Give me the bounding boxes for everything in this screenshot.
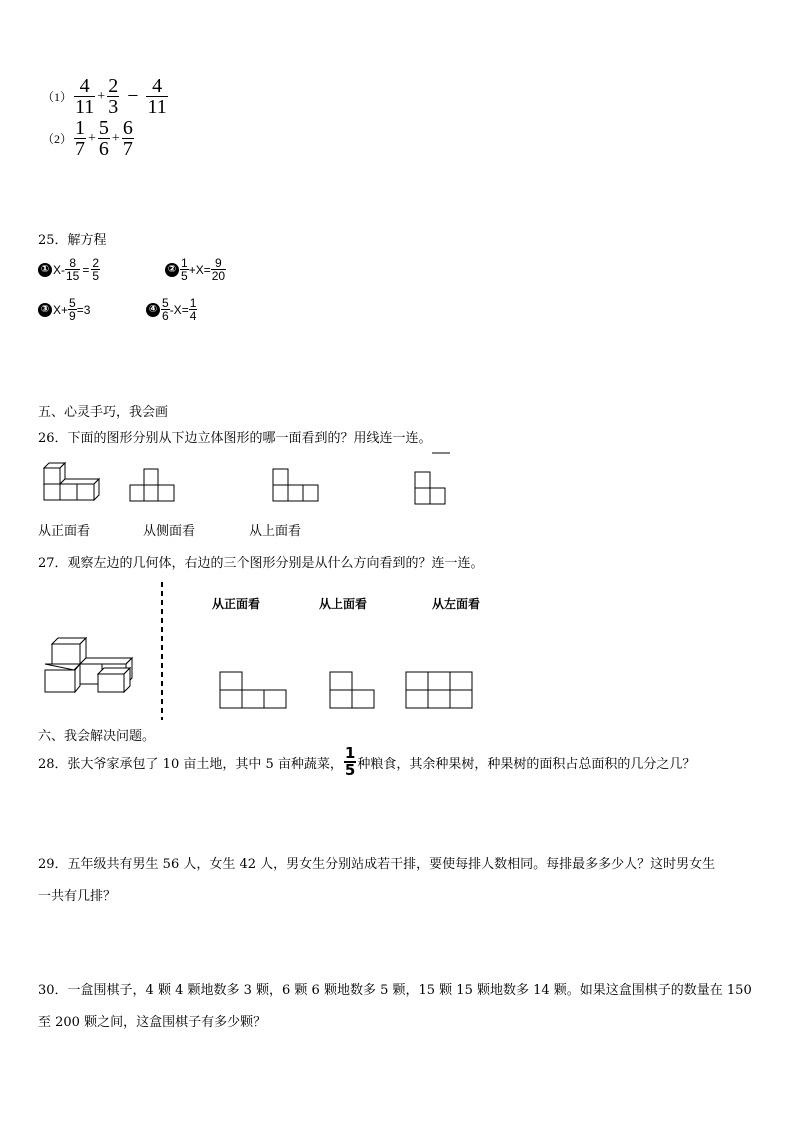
view-shape-a	[130, 468, 178, 502]
label-side: 从侧面看	[143, 524, 196, 539]
fraction: $\frac{5}{9}$	[69, 296, 76, 323]
view-label-top: 从上面看	[319, 597, 368, 611]
fraction: $\frac{2}{3}$	[108, 75, 119, 118]
view-label-front: 从正面看	[212, 597, 261, 611]
equation-1: ① X- $\frac{8}{15}$ = $\frac{2}{5}$	[38, 257, 100, 282]
fraction: $\frac{5}{6}$	[98, 117, 109, 160]
fraction: $\frac{9}{20}$	[211, 256, 226, 283]
number-badge: ②	[165, 263, 179, 277]
fraction: $\frac{5}{6}$	[162, 296, 169, 323]
fraction: $\frac{6}{7}$	[122, 117, 133, 160]
fraction: $\frac{1}{4}$	[189, 296, 197, 323]
equation-2: ② $\frac{1}{5}$ +X= $\frac{9}{20}$	[165, 257, 226, 282]
number-badge: ④	[146, 303, 160, 317]
question-29-line1: 29．五年级共有男生 56 人，女生 42 人，男女生分别站成若干排，要使每排人数相同。每排最多多少人？这时男女生	[38, 857, 716, 872]
q25-title: 25．解方程	[38, 233, 107, 248]
fraction: $\frac{1}{7}$	[75, 117, 86, 160]
view-shape-c	[412, 452, 448, 506]
view-shape-27-c	[405, 671, 477, 711]
expr-2: （2） $\frac{1}{7}$ + $\frac{5}{6}$ + $\frac{6}{7}$	[42, 117, 133, 160]
question-30-line2: 至 200 颗之间，这盒围棋子有多少颗？	[38, 1015, 267, 1030]
view-shape-27-b	[329, 671, 379, 711]
dashed-divider	[160, 582, 164, 722]
fraction: $\frac{4}{11}$	[147, 75, 167, 118]
view-shape-27-a	[219, 671, 289, 711]
view-label-left: 从左面看	[432, 597, 481, 611]
expr-1: （1） $\frac{4}{11}$ + $\frac{2}{3}$ − $\frac{4}{11}$	[42, 75, 167, 118]
question-29-line2: 一共有几排？	[38, 889, 117, 904]
question-26: 26．下面的图形分别从下边立体图形的哪一面看到的？用线连一连。	[38, 431, 432, 446]
cube-solid-figure-27	[44, 636, 140, 694]
view-shape-b	[273, 468, 321, 502]
fraction: $\frac{4}{11}$	[75, 75, 95, 118]
section-heading-6: 六、我会解决问题。	[38, 729, 156, 744]
question-27: 27．观察左边的几何体，右边的三个图形分别是从什么方向看到的？连一连。	[38, 556, 484, 571]
label-front: 从正面看	[38, 524, 91, 539]
equation-4: ④ $\frac{5}{6}$ -X= $\frac{1}{4}$	[146, 297, 197, 322]
section-heading: 五、心灵手巧，我会画	[38, 405, 169, 420]
number-badge: ③	[38, 303, 52, 317]
cube-solid-figure	[40, 462, 102, 502]
fraction: $\frac{2}{5}$	[92, 256, 100, 283]
fraction: $\frac{8}{15}$	[66, 256, 80, 283]
label-top: 从上面看	[249, 524, 302, 539]
question-28: 28．张大爷家承包了 10 亩土地，其中 5 亩种蔬菜， $\frac{1}{5}$ 种粮食，其余种果树，种果树的面积占总面积的几分之几？	[38, 744, 696, 779]
fraction: $\frac{1}{5}$	[181, 256, 188, 283]
number-badge: ①	[38, 263, 52, 277]
equation-3: ③ X+ $\frac{5}{9}$ =3	[38, 297, 90, 322]
question-30-line1: 30．一盒围棋子，4 颗 4 颗地数多 3 颗，6 颗 6 颗地数多 5 颗，15 颗 15 颗地数多 14 颗。如果这盒围棋子的数量在 150	[38, 983, 752, 998]
fraction: $\frac{1}{5}$	[344, 744, 356, 779]
